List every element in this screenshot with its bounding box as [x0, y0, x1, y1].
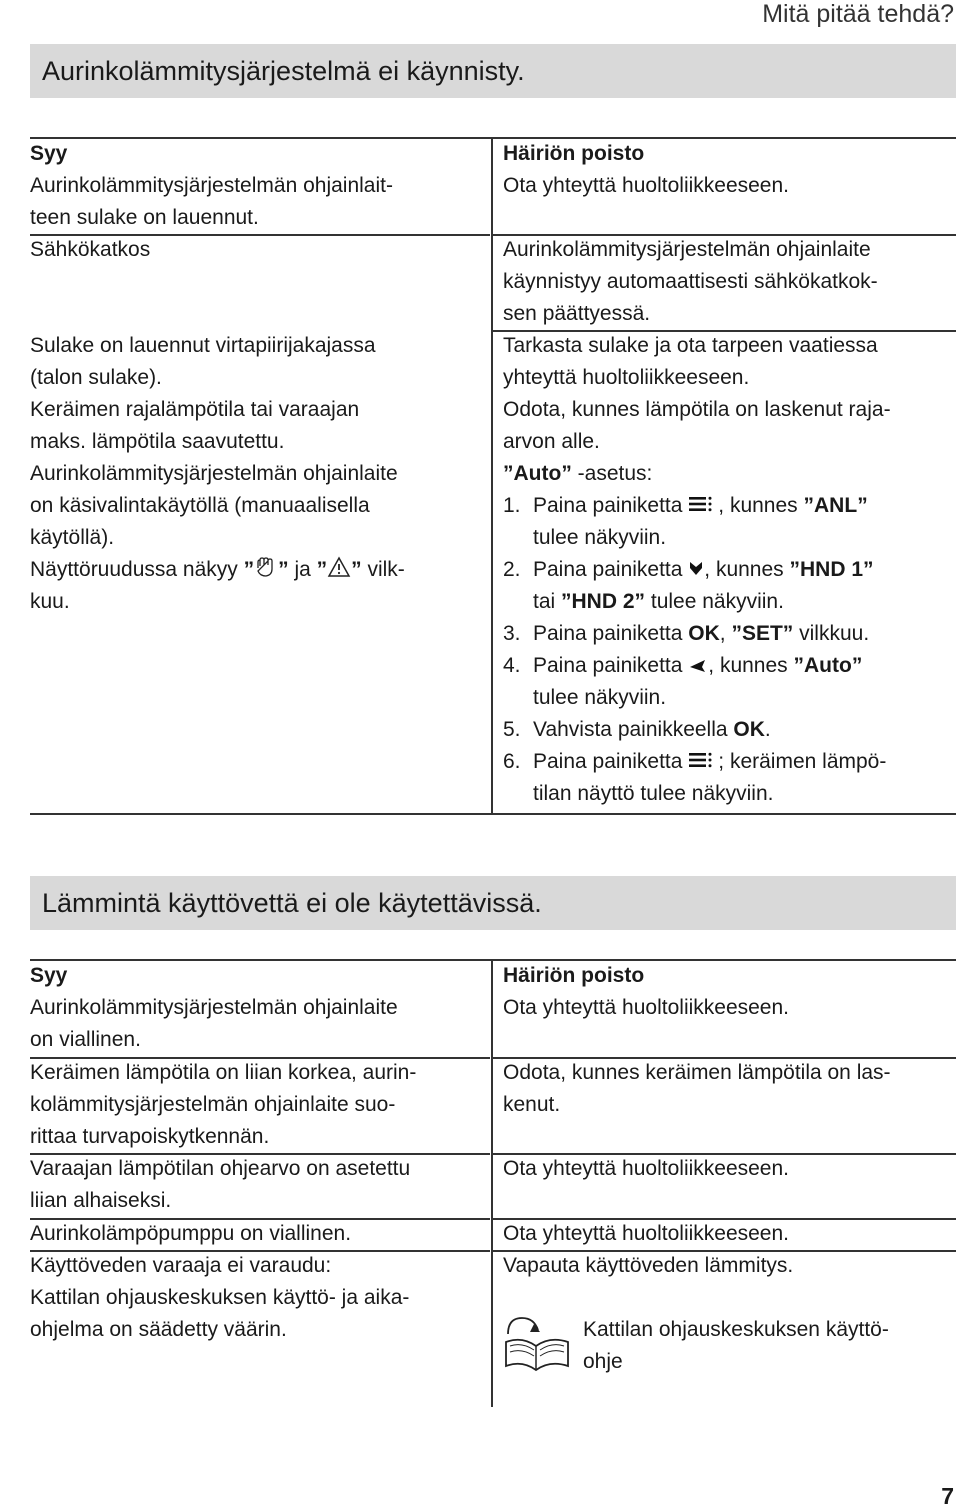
- table2-fix-3: Ota yhteyttä huoltoliikkeeseen.: [503, 1157, 790, 1180]
- section2-title: Lämmintä käyttövettä ei ole käytettävissä.: [30, 876, 956, 930]
- manual-cause-line: on käsivalintakäytöllä (manuaalisella: [30, 494, 370, 517]
- table2-top-rule: [30, 959, 956, 961]
- table1-fix-2: Aurinkolämmitysjärjestelmän ohjainlaite käynnistyy automaattisesti sähkökatkok- sen päättyessä.: [503, 238, 878, 325]
- table1-cause-1: Aurinkolämmitysjärjestelmän ohjainlait- teen sulake on lauennut.: [30, 174, 393, 229]
- table2-fix-2: Odota, kunnes keräimen lämpötila on las- kenut.: [503, 1061, 891, 1116]
- table2-cause-3: Varaajan lämpötilan ohjearvo on asetettu liian alhaiseksi.: [30, 1157, 411, 1212]
- table1-top-rule: [30, 137, 956, 139]
- table1-fix-3: Tarkasta sulake ja ota tarpeen vaatiessa yhteyttä huoltoliikkeeseen.: [503, 334, 878, 389]
- table2-fix-1: Ota yhteyttä huoltoliikkeeseen.: [503, 996, 790, 1019]
- manual-cause-line: Aurinkolämmitysjärjestelmän ohjainlaite: [30, 462, 398, 485]
- table1-cause-5: [30, 458, 405, 618]
- table1-bottom-rule: [30, 813, 956, 815]
- document-code: [0, 1401, 1, 1470]
- page-number: 7: [941, 1483, 954, 1509]
- auto-setting-heading: ”Auto” -asetus:: [503, 462, 653, 485]
- table1-cause-2: Sähkökatkos: [30, 238, 151, 261]
- auto-step-1: 1. Paina painiketta , kunnes ”ANL” tulee näkyviin.: [503, 494, 868, 549]
- reference-manual-text: Kattilan ohjauskeskuksen käyttö- ohje: [583, 1318, 889, 1373]
- table2-cause-2: Keräimen lämpötila on liian korkea, aurin- kolämmitysjärjestelmän ohjainlaite suo- rittaa turvapoiskytkennän.: [30, 1061, 417, 1148]
- table1-col-fix: Häiriön poisto: [503, 142, 645, 165]
- book-reference-icon: [500, 1312, 572, 1374]
- menu-button-icon: [688, 494, 718, 514]
- table2-cause-4: Aurinkolämpöpumppu on viallinen.: [30, 1222, 352, 1245]
- manual-cause-line: käytöllä).: [30, 526, 115, 549]
- table1-cause-3: Sulake on lauennut virtapiirijakajassa (talon sulake).: [30, 334, 376, 389]
- table1-fix-1: Ota yhteyttä huoltoliikkeeseen.: [503, 174, 790, 197]
- table1-col-cause: Syy: [30, 142, 68, 165]
- auto-step-2: 2. Paina painiketta , kunnes ”HND 1” tai ”HND 2” tulee näkyviin.: [503, 558, 874, 613]
- manual-cause-line: kuu.: [30, 590, 70, 613]
- table1-fix-4: Odota, kunnes lämpötila on laskenut raja- arvon alle.: [503, 398, 891, 453]
- table1-column-divider: [491, 137, 493, 814]
- warning-icon: [327, 556, 351, 578]
- auto-setting-instructions: [503, 458, 886, 810]
- hand-icon: [254, 556, 278, 578]
- down-arrow-button-icon: [688, 558, 704, 578]
- manual-cause-line: Näyttöruudussa näkyy ” ” ja ” ” vilk-: [30, 558, 405, 581]
- menu-button-icon: [688, 750, 718, 770]
- table2-column-divider: [491, 959, 493, 1407]
- table2-col-cause: Syy: [30, 964, 68, 987]
- table2-cause-5: Käyttöveden varaaja ei varaudu: Kattilan ohjauskeskuksen käyttö- ja aika- ohjelma on säädetty väärin.: [30, 1254, 410, 1341]
- table2-fix-4: Ota yhteyttä huoltoliikkeeseen.: [503, 1222, 790, 1245]
- section1-title: Aurinkolämmitysjärjestelmä ei käynnisty.: [30, 44, 956, 98]
- table2-fix-5: Vapauta käyttöveden lämmitys.: [503, 1254, 794, 1277]
- left-arrow-button-icon: [688, 656, 708, 674]
- auto-step-6: 6. Paina painiketta ; keräimen lämpö- tilan näyttö tulee näkyviin.: [503, 750, 887, 805]
- auto-step-4: 4. Paina painiketta , kunnes ”Auto” tulee näkyviin.: [503, 654, 863, 709]
- table1-cause-4: Keräimen rajalämpötila tai varaajan maks. lämpötila saavutettu.: [30, 398, 360, 453]
- auto-step-5: 5. Vahvista painikkeella OK.: [503, 718, 771, 741]
- table2-col-fix: Häiriön poisto: [503, 964, 645, 987]
- chapter-header: Mitä pitää tehdä?: [762, 0, 954, 28]
- table2-cause-1: Aurinkolämmitysjärjestelmän ohjainlaite on viallinen.: [30, 996, 398, 1051]
- auto-step-3: 3. Paina painiketta OK, ”SET” vilkkuu.: [503, 622, 870, 645]
